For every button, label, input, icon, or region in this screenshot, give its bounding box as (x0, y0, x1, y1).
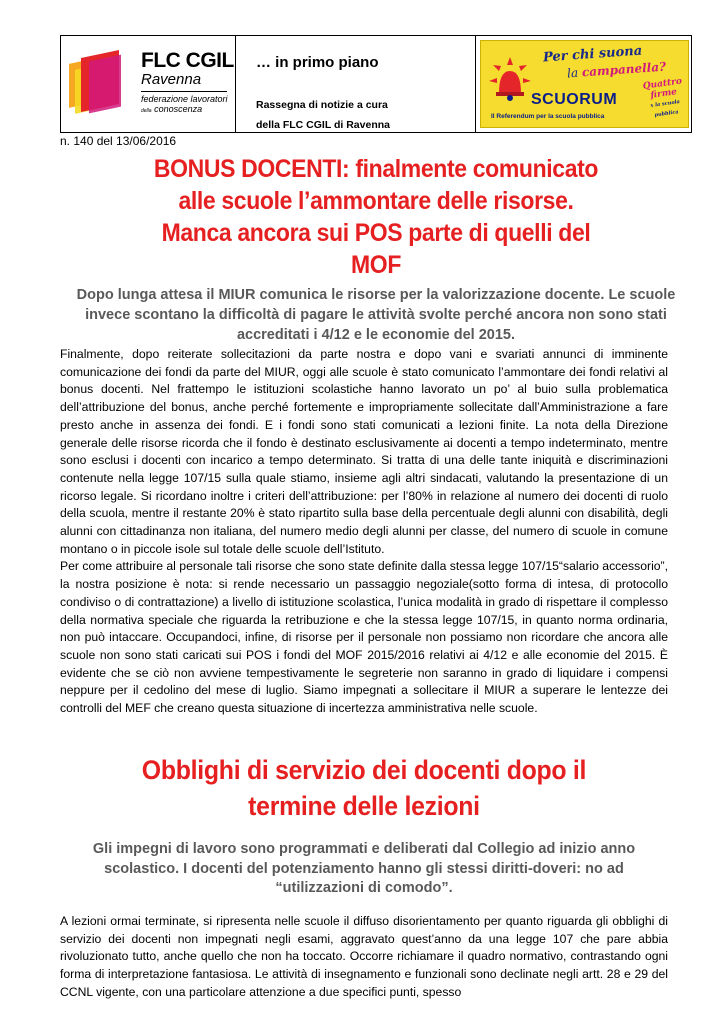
logo-city: Ravenna (141, 71, 202, 88)
logo-rule (141, 91, 227, 92)
scuorum-banner[interactable] (480, 40, 689, 128)
article1-paragraph: Finalmente, dopo reiterate sollecitazioni da parte nostra e dopo vani e svariati annunci di imminente comunicazione dei fondi da parte del MIUR, oggi alle scuole è stato comunicato l’ammontare dei fondi relativi al bonus docenti. Nel frattempo le istituzioni scolastiche hanno lavorato un po’ al buio sulla problematica dell’attribuzione del bonus, anche perché fortemente e impropriamente sollecitate dall’Amministrazione a fare presto anche in assenza dei fondi. E i fondi sono stati comunicati a lezioni finite. La nota della Direzione generale delle risorse ricorda che il fondo è destinato esclusivamente ai docenti a tempo indeterminato, mentre sono esclusi i docenti con incarico a tempo determinato. Si tratta di una delle tante iniquità e discriminazioni contenute nella legge 107/15 sulla quale stiamo, insieme agli altri sindacati, valutando la presentazione di un ricorso legale. Si ricordano inoltre i criteri dell’attribuzione: per l’80% in relazione al numero dei docenti di ruolo della scuola, mentre il restante 20% è stato ripartito sulla base della percentuale degli alunni con disabilità, degli alunni con cittadinanza non italiana, del numero medio degli alunni per classe, del numero di scuole in comune montano o in piccole isole sul totale delle scuole dell’Istituto. (60, 347, 668, 556)
article1-title-line: BONUS DOCENTI: finalmente comunicato (153, 155, 599, 183)
issue-number: n. 140 del 13/06/2016 (60, 134, 177, 148)
article1-title-line: MOF (351, 251, 401, 279)
article1-paragraph: Per come attribuire al personale tali risorse che sono state definite dalla stessa legge 107/15“salario accessorio”, la nostra posizione è nota: si rende necessario un passaggio negoziale(sotto forma di intesa, di protocollo condiviso o di contrattazione) a livello di istituzione scolastica, l’unica modalità in grado di rispettare il complesso della normativa speciale che riguarda la retribuzione e che la stessa legge 107/15, in quanto norma ordinaria, non può intaccare. Occupandoci, infine, di risorse per il personale non possiamo non ricordare che ancora alle scuole non sono stati caricati sui POS i fondi del MOF 2015/2016 relativi ai 4/12 e alle economie del 2015. È evidente che se ciò non avviene tempestivamente le segreterie non saranno in grado di liquidare i compensi neppure per il cedolino del mese di luglio. Siamo impegnati a sollecitare il MIUR a superare le lentezze dei controlli del MEF che creano questa situazione di incertezza amministrativa nelle scuole. (60, 559, 668, 716)
article1-subtitle: Dopo lunga attesa il MIUR comunica le risorse per la valorizzazione docente. Le scuole invece scontano la difficoltà di pagare le attività svolte perché ancora non sono stati accreditati i 4/12 e le economie del 2015. (76, 287, 676, 343)
logo-fed-line2: conoscenza (154, 104, 203, 114)
banner-name: SCUORUM (531, 91, 618, 108)
article2-subtitle: Gli impegni di lavoro sono programmati e deliberati dal Collegio ad inizio anno scolastico. I docenti del potenziamento hanno gli stessi diritti-doveri: no ad “utilizzazioni di comodo”. (92, 841, 636, 896)
banner-badge: Quattro firme x la scuola pubblica (642, 76, 683, 119)
article1-title-line: alle scuole l’ammontare delle risorse. (178, 187, 574, 215)
article1-title (85, 153, 666, 281)
logo-fed-della: della (141, 108, 152, 114)
banner-tagline: Il Referendum per la scuola pubblica (491, 113, 605, 120)
banner-question-line1: Per chi suona (542, 43, 643, 66)
flc-cgil-logo (61, 36, 235, 132)
logo-fed-line1: federazione lavoratori (141, 94, 228, 104)
newsletter-header (60, 35, 692, 133)
section-title: … in primo piano (256, 54, 379, 71)
logo-shape-magenta (89, 55, 121, 114)
article2-paragraph: A lezioni ormai terminate, si ripresenta nelle scuole il diffuso disorientamento per quanto riguarda gli obblighi di servizio dei docenti non impegnati negli esami, aggravato quest’anno da una legge 107 che pare abbia rivoluzionato tutto, anche quello che non ha toccato. Occorre richiamare il quadro normativo, contrastando ogni forma di interpretazione fantasiosa. Le attività di insegnamento e funzionali sono declinate negli artt. 28 e 29 del CCNL vigente, con una particolare attenzione a due specifici punti, spesso (60, 914, 668, 999)
bell-icon (489, 57, 531, 101)
article2-body (60, 913, 668, 1002)
article1-body (60, 346, 668, 718)
article2-title (84, 752, 643, 824)
logo-federation (141, 94, 231, 116)
newsletter-subtitle-line1: Rassegna di notizie a cura (256, 99, 388, 111)
article1-title-line: Manca ancora sui POS parte di quelli del (161, 219, 591, 247)
logo-brand: FLC CGIL (141, 49, 234, 72)
banner-question-line2: la campanella? (566, 59, 667, 81)
header-divider (235, 36, 236, 132)
newsletter-subtitle-line2: della FLC CGIL di Ravenna (256, 119, 390, 131)
header-divider (475, 36, 476, 132)
article2-title-line: Obblighi di servizio dei docenti dopo il (141, 755, 587, 785)
article2-title-line: termine delle lezioni (248, 791, 480, 821)
